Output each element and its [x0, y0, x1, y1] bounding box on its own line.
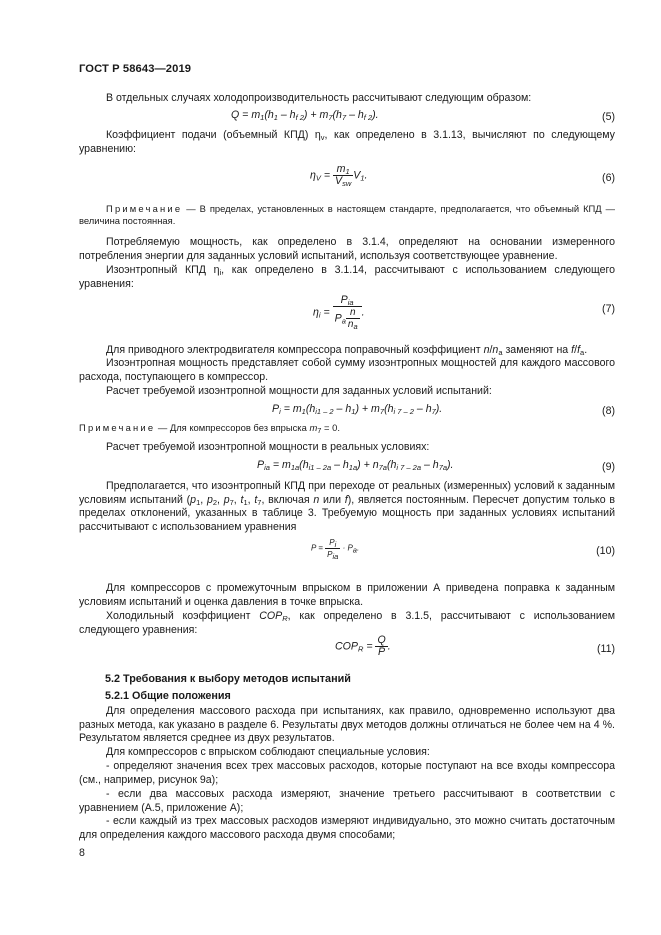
equation-7-number: (7) [602, 303, 615, 315]
equation-10 [79, 535, 615, 563]
equation-8-number: (8) [602, 405, 615, 417]
paragraph-cooling-capacity: В отдельных случаях холодопроизводительность рассчитывают следующим образом: [106, 92, 532, 104]
paragraph-mass-flow-methods: Для определения массового расхода при испытаниях, как правило, одновременно используют два разных метода, как указано в разделе 6. Результаты двух методов должны отличаться не более чем на 4 %. Результатом является среднее из двух результатов. [79, 705, 615, 745]
equation-8-body: $P_i = m_1(h_{i1 - 2} - h_1) + m_7(h_{i 7 - 2} - h_7)$. [272, 403, 443, 416]
equation-9-number: (9) [602, 461, 615, 473]
equation-10-number: (10) [596, 545, 615, 557]
paragraph-required-power: Расчет требуемой изоэнтропной мощности для заданных условий испытаний: [106, 385, 492, 397]
list-item-2: - если два массовых расхода измеряют, значение третьего рассчитывают в соответствии с уравнением (А.5, приложение А); [79, 788, 615, 814]
paragraph-volumetric-efficiency: Коэффициент подачи (объемный КПД) $\eta_v$, как определено в 3.1.13, вычисляют по следующему уравнению: [79, 129, 615, 155]
equation-11-fraction: $\frac{Q}{P}$ [377, 634, 386, 658]
note-2: Примечание — Для компрессоров без впрыска $m_7 = 0$. [79, 422, 340, 435]
paragraph-isentropic-efficiency: Изоэнтропный КПД $\eta_i$, как определено в 3.1.14, рассчитывают с использованием следующего уравнения: [79, 264, 615, 290]
equation-11 [79, 635, 615, 663]
equation-5 [79, 109, 615, 131]
equation-9 [79, 459, 615, 481]
section-5-2-1-heading: 5.2.1 Общие положения [105, 690, 231, 702]
paragraph-power-consumption: Потребляемую мощность, как определено в 3.1.4, определяют на основании измеренного потребления энергии для заданных условий испытаний, используя соответствующее уравнение. [79, 236, 615, 262]
equation-11-body: $COP_R$ = $\frac{Q}{P}$ . [335, 634, 391, 658]
paragraph-isentropic-power: Изоэнтропная мощность представляет собой сумму изоэнтропных мощностей для каждого массового расхода, поступающего в компрессор. [79, 357, 615, 383]
paragraph-correction-factor: Для приводного электродвигателя компрессора поправочный коэффициент $n/n_a$ заменяют на $f/f_a$. [106, 344, 588, 357]
equation-6-fraction: $\frac{m_1}{V_{sw}}$ [334, 163, 352, 188]
paragraph-real-conditions: Расчет требуемой изоэнтропной мощности в реальных условиях: [106, 441, 430, 453]
equation-6 [79, 164, 615, 194]
equation-7-fraction: $P_{ia}$ $P_a$ $\frac{n}{n_a}$ [333, 295, 362, 330]
equation-6-body: $\eta_V$ = $\frac{m_1}{V_{sw}}$ $V_1$. [310, 163, 368, 188]
equation-7-body: $\eta_i$ = $P_{ia}$ $P_a$ $\frac{n}{n_a}$ . [313, 294, 365, 331]
equation-10-fraction: $\frac{P_i}{P_{ia}}$ [327, 538, 339, 561]
equation-7 [79, 293, 615, 337]
paragraph-intermediate-injection: Для компрессоров с промежуточным впрыском в приложении А приведена поправка к заданным условиям испытаний и оценка давления в точке впрыска. [79, 582, 615, 608]
equation-5-body: $Q = m_1(h_1 - h_{f 2}) + m_7(h_7 - h_{f 2})$. [231, 109, 379, 122]
equation-10-body: P = $\frac{P_i}{P_{ia}}$ · $P_a$. [311, 538, 360, 561]
note-2-label: Примечание [79, 422, 156, 433]
equation-9-body: $P_{ia} = m_{1a}(h_{i1 - 2a} - h_{1a}) + n_{7a}(h_{i 7 - 2a} - h_{7a})$. [257, 459, 454, 472]
equation-6-number: (6) [602, 172, 615, 184]
equation-11-number: (11) [596, 643, 615, 655]
equation-5-number: (5) [602, 111, 615, 123]
paragraph-cop: Холодильный коэффициент $COP_R$, как определено в 3.1.5, рассчитывают с использованием следующего уравнения: [79, 610, 615, 636]
paragraph-recalculation: Предполагается, что изоэнтропный КПД при переходе от реальных (измеренных) условий к заданным условиям испытаний ($p_1$, $p_2$, $p_7$, $t_1$, $t_7$, включая n или f), является постоянным. Пересчет допустим только в пределах отклонений, указанных в таблице 3. Требуемую мощность при заданных условиях испытаний рассчитывают с использованием уравнения [79, 480, 615, 533]
list-item-1: - определяют значения всех трех массовых расходов, которые поступают на все входы компрессора (см., например, рисунок 9а); [79, 760, 615, 786]
paragraph-injection-conditions: Для компрессоров с впрыском соблюдают специальные условия: [106, 746, 430, 758]
page-number: 8 [79, 847, 85, 859]
note-1-text: — В пределах, установленных в настоящем стандарте, предполагается, что объемный КПД — величина постоянная. [79, 203, 615, 226]
list-item-3: - если каждый из трех массовых расходов измеряют индивидуально, это можно считать достаточным для определения каждого массового расхода двумя способами; [79, 815, 615, 841]
document-header: ГОСТ Р 58643—2019 [79, 63, 192, 75]
note-1-label: Примечание [106, 203, 183, 214]
note-1 [79, 203, 615, 227]
section-5-2-heading: 5.2 Требования к выбору методов испытаний [105, 673, 351, 685]
